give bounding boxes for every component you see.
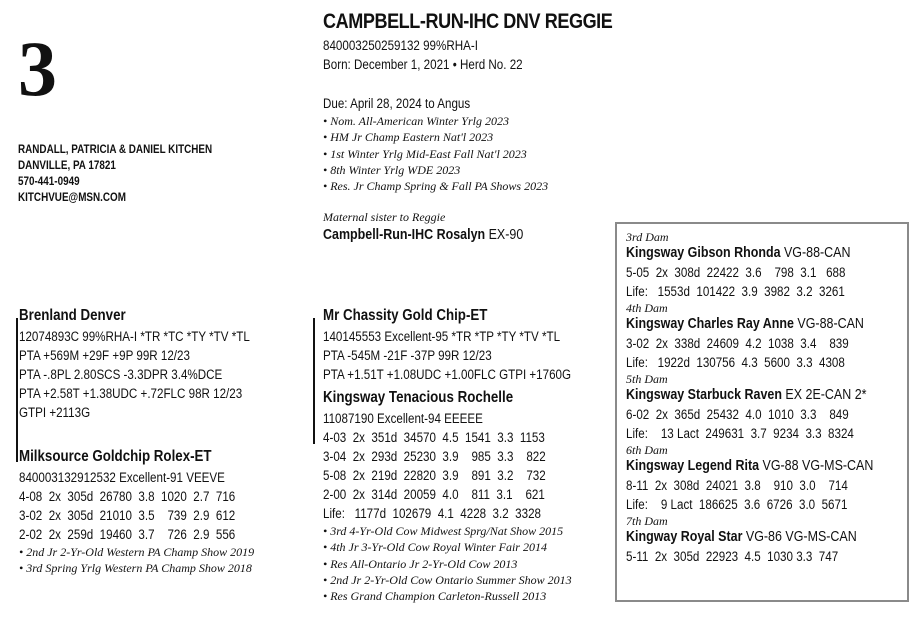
consignor-city: DANVILLE, PA 17821 — [18, 160, 116, 172]
honor-item: • HM Jr Champ Eastern Nat'l 2023 — [323, 130, 494, 145]
dam-entry — [626, 230, 914, 301]
granddam-record: 5-08 2x 219d 22820 3.9 891 3.2 732 — [323, 468, 546, 483]
ancestor-score: VG-88-CAN — [783, 245, 851, 261]
animal-registration: 840003250259132 99%RHA-I — [323, 38, 478, 53]
ancestor-record: 3-02 2x 338d 24609 4.2 1038 3.4 839 — [626, 336, 849, 351]
ancestor-record: 5-05 2x 308d 22422 3.6 798 3.1 688 — [626, 265, 846, 280]
ancestor-score: VG-86 VG-MS-CAN — [745, 529, 857, 545]
granddam-registration: 11087190 Excellent-94 EEEEE — [323, 411, 483, 426]
due-date: Due: April 28, 2024 to Angus — [323, 96, 471, 111]
dam-entry — [626, 514, 914, 566]
granddam-record: 4-03 2x 351d 34570 4.5 1541 3.3 1153 — [323, 430, 545, 445]
dams-box — [615, 222, 909, 602]
sire-line: 12074893C 99%RHA-I *TR *TC *TY *TV *TL — [19, 329, 250, 344]
honor-item: • 1st Winter Yrlg Mid-East Fall Nat'l 2023 — [323, 146, 527, 161]
granddam-honor: • 2nd Jr 2-Yr-Old Cow Ontario Summer Show 2013 — [323, 572, 572, 587]
maternal-sister-block — [323, 209, 556, 243]
ancestor-score: EX 2E-CAN 2* — [785, 387, 867, 403]
dam-registration: 840003132912532 Excellent-91 VEEVE — [19, 470, 225, 485]
mgs-block — [323, 307, 611, 384]
dam-honor: • 3rd Spring Yrlg Western PA Champ Show 2018 — [19, 561, 252, 576]
mgs-line: PTA -545M -21F -37P 99R 12/23 — [323, 348, 492, 363]
dam-block — [19, 448, 270, 577]
granddam-honor: • 4th Jr 3-Yr-Old Cow Royal Winter Fair 2014 — [323, 540, 547, 555]
sire-line: PTA +2.58T +1.38UDC +.72FLC 98R 12/23 — [19, 386, 243, 401]
honor-item: • Nom. All-American Winter Yrlg 2023 — [323, 114, 509, 128]
sire-bracket — [16, 318, 18, 462]
granddam-honor: • Res All-Ontario Jr 2-Yr-Old Cow 2013 — [323, 556, 518, 571]
lot-number: 3 — [18, 25, 57, 112]
maternal-sister-label: Maternal sister to Reggie — [323, 210, 446, 224]
dam-generation-label: 6th Dam — [626, 443, 668, 457]
ancestor-record: Life: 1922d 130756 4.3 5600 3.3 4308 — [626, 355, 845, 370]
dam-generation-label: 5th Dam — [626, 372, 668, 386]
dam-entry — [626, 443, 914, 514]
sire-line: GTPI +2113G — [19, 405, 91, 420]
consignor-block — [18, 142, 244, 206]
ancestor-name: Kingsway Legend Rita — [626, 458, 760, 474]
animal-header — [323, 10, 660, 74]
ancestor-record: Life: 1553d 101422 3.9 3982 3.2 3261 — [626, 284, 845, 299]
ancestor-score: VG-88 VG-MS-CAN — [762, 458, 874, 474]
mgs-line: PTA +1.51T +1.08UDC +1.00FLC GTPI +1760G — [323, 367, 572, 382]
sire-line: PTA +569M +29F +9P 99R 12/23 — [19, 348, 190, 363]
granddam-record: 2-00 2x 314d 20059 4.0 811 3.1 621 — [323, 487, 545, 502]
granddam-block — [323, 389, 582, 604]
ancestor-name: Kingsway Charles Ray Anne — [626, 316, 794, 332]
ancestor-score: VG-88-CAN — [797, 316, 864, 332]
granddam-name: Kingsway Tenacious Rochelle — [323, 389, 514, 406]
granddam-honor: • Res Grand Champion Carleton-Russell 2013 — [323, 589, 547, 604]
consignor-name: RANDALL, PATRICIA & DANIEL KITCHEN — [18, 144, 213, 156]
honor-item: • 8th Winter Yrlg WDE 2023 — [323, 162, 461, 177]
mgs-name: Mr Chassity Gold Chip-ET — [323, 307, 488, 324]
sire-name: Brenland Denver — [19, 307, 126, 324]
dam-record: 4-08 2x 305d 26780 3.8 1020 2.7 716 — [19, 489, 236, 504]
maternal-sister-score: EX-90 — [488, 227, 524, 244]
animal-name: CAMPBELL-RUN-IHC DNV REGGIE — [323, 10, 613, 33]
dam-honor: • 2nd Jr 2-Yr-Old Western PA Champ Show 2019 — [19, 545, 255, 559]
dam-generation-label: 7th Dam — [626, 514, 668, 528]
consignor-email: KITCHVUE@MSN.COM — [18, 192, 126, 204]
dam-generation-label: 4th Dam — [626, 301, 668, 315]
consignor-phone: 570-441-0949 — [18, 176, 80, 188]
ancestor-record: 6-02 2x 365d 25432 4.0 1010 3.3 849 — [626, 407, 849, 422]
dams-list — [626, 230, 914, 566]
maternal-sister-name: Campbell-Run-IHC Rosalyn — [323, 227, 486, 244]
dam-entry — [626, 301, 914, 372]
mgs-line: 140145553 Excellent-95 *TR *TP *TY *TV *TL — [323, 329, 561, 344]
sire-block — [19, 307, 287, 422]
ancestor-record: 5-11 2x 305d 22923 4.5 1030 3.3 747 — [626, 549, 839, 564]
dam-record: 2-02 2x 259d 19460 3.7 726 2.9 556 — [19, 527, 236, 542]
ancestor-name: Kingsway Gibson Rhonda — [626, 245, 781, 261]
sire-line: PTA -.8PL 2.80SCS -3.3DPR 3.4%DCE — [19, 367, 223, 382]
ancestor-record: Life: 13 Lact 249631 3.7 9234 3.3 8324 — [626, 426, 854, 441]
mgs-bracket — [313, 318, 315, 444]
ancestor-name: Kingsway Starbuck Raven — [626, 387, 782, 403]
granddam-record: Life: 1177d 102679 4.1 4228 3.2 3328 — [323, 506, 541, 521]
animal-born: Born: December 1, 2021 • Herd No. 22 — [323, 57, 523, 72]
granddam-honor: • 3rd 4-Yr-Old Cow Midwest Sprg/Nat Show 2015 — [323, 524, 564, 538]
honor-item: • Res. Jr Champ Spring & Fall PA Shows 2023 — [323, 179, 549, 194]
ancestor-record: 8-11 2x 308d 24021 3.8 910 3.0 714 — [626, 478, 848, 493]
ancestor-record: Life: 9 Lact 186625 3.6 6726 3.0 5671 — [626, 497, 848, 512]
dam-entry — [626, 372, 914, 443]
dam-name: Milksource Goldchip Rolex-ET — [19, 448, 212, 465]
due-block — [323, 94, 548, 194]
ancestor-name: Kingway Royal Star — [626, 529, 743, 545]
dam-record: 3-02 2x 305d 21010 3.5 739 2.9 612 — [19, 508, 236, 523]
granddam-record: 3-04 2x 293d 25230 3.9 985 3.3 822 — [323, 449, 546, 464]
dam-generation-label: 3rd Dam — [626, 230, 669, 244]
